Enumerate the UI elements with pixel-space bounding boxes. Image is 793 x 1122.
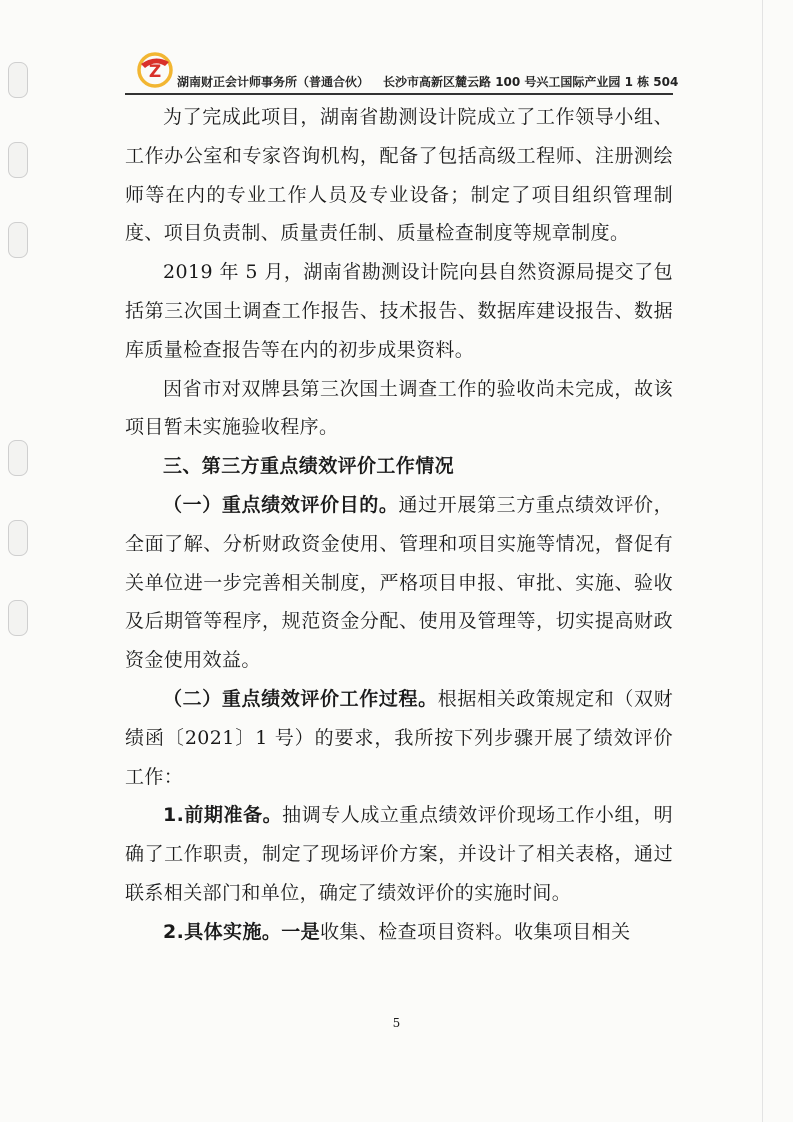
binding-hole [8,62,28,98]
paragraph: 为了完成此项目，湖南省勘测设计院成立了工作领导小组、工作办公室和专家咨询机构，配备了包括高级工程师、注册测绘师等在内的专业工作人员及专业设备；制定了项目组织管理制度、项目负责制、质量责任制、质量检查制度等规章制度。 [125,106,673,245]
paragraph: 因省市对双牌县第三次国土调查工作的验收尚未完成，故该项目暂未实施验收程序。 [125,377,673,439]
paragraph-lead: 1.前期准备。 [163,804,283,827]
paragraph-lead: 2.具体实施。 [163,920,282,943]
document-body [125,98,673,952]
paragraph-lead: （二）重点绩效评价工作过程。 [163,687,438,710]
firm-address: 长沙市高新区麓云路 100 号兴工国际产业园 1 栋 504 [383,75,679,89]
firm-logo-icon [135,50,175,90]
paragraph-sub-lead: 一是 [281,920,321,943]
paragraph [125,913,673,952]
paragraph [125,486,673,680]
paragraph-text: 根据相关政策规定和（双财绩函〔2021〕1 号）的要求，我所按下列步骤开展了绩效评价工作： [125,687,673,788]
paragraph-lead: （一）重点绩效评价目的。 [163,493,399,516]
binding-hole [8,600,28,636]
section-heading: 三、第三方重点绩效评价工作情况 [163,455,455,478]
header-rule [125,93,673,95]
firm-name: 湖南财正会计师事务所（普通合伙） [177,75,370,89]
binding-hole [8,440,28,476]
page-number: 5 [392,1016,401,1030]
binding-hole [8,520,28,556]
binding-hole [8,142,28,178]
paragraph: 2019 年 5 月，湖南省勘测设计院向县自然资源局提交了包括第三次国土调查工作报告、技术报告、数据库建设报告、数据库质量检查报告等在内的初步成果资料。 [125,261,673,361]
paragraph-text: 通过开展第三方重点绩效评价，全面了解、分析财政资金使用、管理和项目实施等情况，督促有关单位进一步完善相关制度，严格项目申报、审批、实施、验收及后期管等程序，规范资金分配、使用及管理等，切实提高财政资金使用效益。 [125,493,673,672]
paragraph-text: 收集、检查项目资料。收集项目相关 [320,920,631,943]
svg-text:Z: Z [148,62,162,82]
paragraph [125,680,673,796]
binding-hole [8,222,28,258]
page-edge [762,0,763,1122]
paragraph [125,796,673,912]
letterhead-text [177,73,678,90]
letterhead [125,44,679,94]
paragraph-text: 抽调专人成立重点绩效评价现场工作小组，明确了工作职责，制定了现场评价方案，并设计了相关表格，通过联系相关部门和单位，确定了绩效评价的实施时间。 [125,804,673,904]
